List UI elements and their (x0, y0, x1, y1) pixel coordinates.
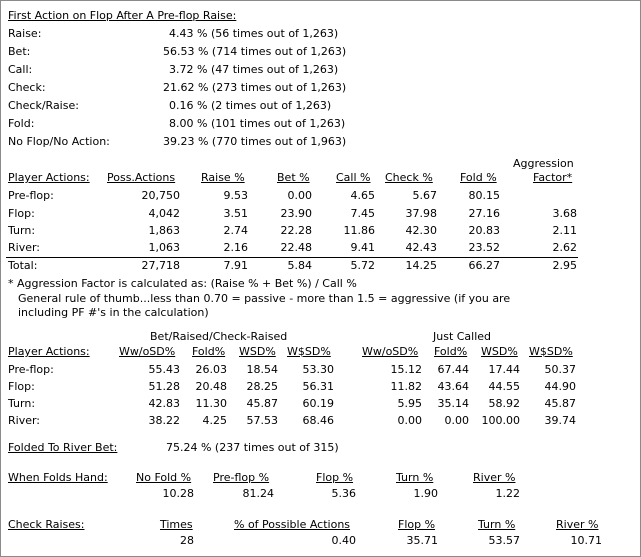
folded-river-label: Folded To River Bet: (8, 441, 118, 454)
table-cell: 2.74 (223, 224, 248, 237)
col-header-player-actions: Player Actions: (8, 171, 90, 184)
first-action-value: 56.53 % (714 times out of 1,263) (163, 45, 347, 58)
table-cell: 11.82 (390, 380, 422, 393)
table-cell: 60.19 (302, 397, 334, 410)
table-cell: 42.83 (148, 397, 180, 410)
col-header-call: Call % (336, 171, 371, 184)
first-action-label: Bet: (8, 45, 31, 58)
first-action-label: Fold: (8, 117, 35, 130)
aggression-note: General rule of thumb...less than 0.70 = passive - more than 1.5 = aggressive (if you are (18, 292, 511, 305)
table-cell: 5.95 (397, 397, 422, 410)
col-header-poss-actions: Poss.Actions (107, 171, 176, 184)
first-action-label: Raise: (8, 27, 42, 40)
group-title-bet-raised: Bet/Raised/Check-Raised (150, 330, 288, 343)
table-cell: 3.51 (223, 207, 248, 220)
col-header-wsd: WSD% (481, 345, 518, 358)
table-cell: 42.43 (405, 241, 437, 254)
table-cell: 10.28 (162, 487, 194, 500)
folds-hand-label: When Folds Hand: (8, 471, 108, 484)
table-cell: 37.98 (405, 207, 437, 220)
total-divider (6, 257, 578, 258)
table-cell: 5.67 (412, 189, 437, 202)
table-cell: 11.86 (343, 224, 375, 237)
table-cell: 9.41 (350, 241, 375, 254)
table-cell: 2.16 (223, 241, 248, 254)
first-action-label: Check/Raise: (8, 99, 79, 112)
table-cell: 28.25 (246, 380, 278, 393)
col-header-turn: Turn % (478, 518, 516, 531)
table-cell: 1,863 (148, 224, 180, 237)
table-cell: 4.25 (202, 414, 227, 427)
table-cell: 20.48 (195, 380, 227, 393)
table-cell: 55.43 (148, 363, 180, 376)
col-header-flop: Flop % (398, 518, 436, 531)
col-header-wmsd: W$SD% (287, 345, 331, 358)
table-cell: 7.45 (350, 207, 375, 220)
table-cell: 0.40 (331, 534, 356, 547)
table-cell: 42.30 (405, 224, 437, 237)
col-header-player-actions: Player Actions: (8, 345, 90, 358)
table-cell: 66.27 (468, 259, 500, 272)
table-cell: 45.87 (544, 397, 576, 410)
table-cell: 17.44 (488, 363, 520, 376)
row-label: Pre-flop: (8, 363, 54, 376)
row-label: Total: (8, 259, 38, 272)
table-cell: 3.68 (552, 207, 577, 220)
first-action-heading: First Action on Flop After A Pre-flop Raise: (8, 9, 237, 22)
table-cell: 4,042 (148, 207, 180, 220)
table-cell: 11.30 (195, 397, 227, 410)
aggression-note: including PF #'s in the calculation) (18, 306, 209, 319)
row-label: Turn: (8, 397, 36, 410)
table-cell: 23.90 (280, 207, 312, 220)
table-cell: 14.25 (405, 259, 437, 272)
table-cell: 22.48 (280, 241, 312, 254)
first-action-value: 39.23 % (770 times out of 1,963) (163, 135, 347, 148)
table-cell: 81.24 (242, 487, 274, 500)
col-header-preflop: Pre-flop % (213, 471, 270, 484)
table-cell: 0.00 (397, 414, 422, 427)
table-cell: 5.84 (287, 259, 312, 272)
table-cell: 5.72 (350, 259, 375, 272)
table-cell: 80.15 (468, 189, 500, 202)
table-cell: 5.36 (331, 487, 356, 500)
table-cell: 45.87 (246, 397, 278, 410)
table-cell: 57.53 (246, 414, 278, 427)
col-header-wmsd: W$SD% (529, 345, 573, 358)
table-cell: 28 (180, 534, 194, 547)
table-cell: 56.31 (302, 380, 334, 393)
table-cell: 18.54 (246, 363, 278, 376)
first-action-value: 8.00 % (101 times out of 1,263) (169, 117, 346, 130)
col-header-river: River % (556, 518, 599, 531)
col-header-no-fold: No Fold % (136, 471, 192, 484)
first-action-value: 0.16 % (2 times out of 1,263) (169, 99, 332, 112)
table-cell: 51.28 (148, 380, 180, 393)
col-header-wsd: WSD% (239, 345, 276, 358)
check-raises-label: Check Raises: (8, 518, 85, 531)
table-cell: 1.90 (413, 487, 438, 500)
col-header-pct-possible: % of Possible Actions (234, 518, 351, 531)
row-label: River: (8, 241, 41, 254)
aggression-header: Aggression (513, 157, 574, 170)
table-cell: 44.55 (488, 380, 520, 393)
table-cell: 20.83 (468, 224, 500, 237)
row-label: Flop: (8, 380, 35, 393)
col-header-wwosd: Ww/oSD% (362, 345, 419, 358)
table-cell: 1,063 (148, 241, 180, 254)
table-cell: 1.22 (495, 487, 520, 500)
table-cell: 0.00 (444, 414, 469, 427)
table-cell: 35.14 (437, 397, 469, 410)
table-cell: 23.52 (468, 241, 500, 254)
table-cell: 35.71 (406, 534, 438, 547)
first-action-label: Check: (8, 81, 46, 94)
table-cell: 2.11 (552, 224, 577, 237)
table-cell: 20,750 (141, 189, 180, 202)
col-header-turn: Turn % (396, 471, 434, 484)
table-cell: 2.95 (552, 259, 577, 272)
table-cell: 53.30 (302, 363, 334, 376)
col-header-raise: Raise % (201, 171, 245, 184)
table-cell: 58.92 (488, 397, 520, 410)
col-header-fold: Fold% (192, 345, 226, 358)
col-header-flop: Flop % (316, 471, 354, 484)
col-header-bet: Bet % (277, 171, 310, 184)
table-cell: 4.65 (350, 189, 375, 202)
col-header-fold: Fold% (434, 345, 468, 358)
table-cell: 27,718 (141, 259, 180, 272)
table-cell: 53.57 (488, 534, 520, 547)
table-cell: 0.00 (287, 189, 312, 202)
table-cell: 38.22 (148, 414, 180, 427)
table-cell: 39.74 (544, 414, 576, 427)
table-cell: 2.62 (552, 241, 577, 254)
table-cell: 10.71 (570, 534, 602, 547)
first-action-value: 3.72 % (47 times out of 1,263) (169, 63, 339, 76)
col-header-river: River % (473, 471, 516, 484)
table-cell: 44.90 (544, 380, 576, 393)
row-label: Flop: (8, 207, 35, 220)
table-cell: 100.00 (481, 414, 520, 427)
table-cell: 68.46 (302, 414, 334, 427)
table-cell: 27.16 (468, 207, 500, 220)
first-action-label: No Flop/No Action: (8, 135, 110, 148)
col-header-fold: Fold % (460, 171, 497, 184)
col-header-times: Times (160, 518, 193, 531)
folded-river-value: 75.24 % (237 times out of 315) (166, 441, 339, 454)
aggression-note: * Aggression Factor is calculated as: (Raise % + Bet %) / Call % (8, 277, 357, 290)
col-header-wwosd: Ww/oSD% (119, 345, 176, 358)
table-cell: 15.12 (390, 363, 422, 376)
row-label: River: (8, 414, 41, 427)
table-cell: 26.03 (195, 363, 227, 376)
table-cell: 22.28 (280, 224, 312, 237)
first-action-value: 21.62 % (273 times out of 1,263) (163, 81, 347, 94)
row-label: Pre-flop: (8, 189, 54, 202)
row-label: Turn: (8, 224, 36, 237)
col-header-factor: Factor* (533, 171, 573, 184)
col-header-check: Check % (385, 171, 433, 184)
first-action-value: 4.43 % (56 times out of 1,263) (169, 27, 339, 40)
table-cell: 43.64 (437, 380, 469, 393)
table-cell: 7.91 (223, 259, 248, 272)
first-action-label: Call: (8, 63, 33, 76)
table-cell: 67.44 (437, 363, 469, 376)
table-cell: 50.37 (544, 363, 576, 376)
table-cell: 9.53 (223, 189, 248, 202)
group-title-just-called: Just Called (433, 330, 492, 343)
